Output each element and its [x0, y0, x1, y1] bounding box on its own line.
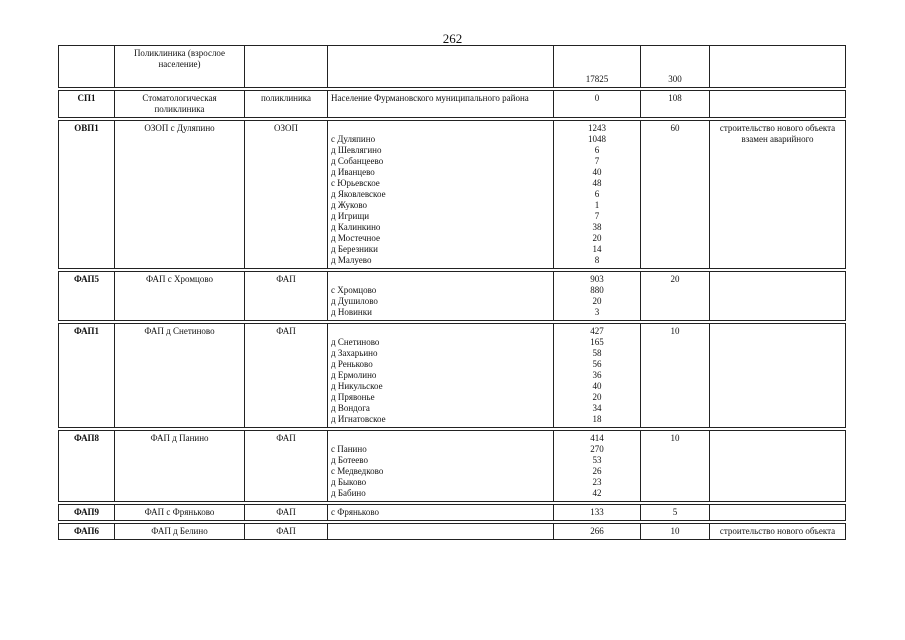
settlement-name [331, 274, 550, 285]
settlement-name: д Душилово [331, 296, 378, 306]
header-beds: 300 [641, 46, 710, 88]
facility-code: ФАП1 [59, 324, 115, 428]
population-count: 53 [592, 455, 602, 465]
facility-note [710, 505, 846, 521]
settlement-name: д Жуково [331, 200, 368, 210]
capacity-value: 5 [641, 505, 710, 521]
table-row [59, 121, 846, 269]
population-count: 7 [594, 156, 600, 166]
facility-name: ОЗОП с Дуляпино [115, 121, 245, 269]
settlements-list [328, 431, 554, 502]
facility-type: ОЗОП [245, 121, 328, 269]
population-counts [554, 91, 641, 118]
facility-note: строительство нового объекта взамен аварийного [710, 121, 846, 269]
settlement-name: с Медведково [331, 466, 384, 476]
settlement-name: с Хромцово [331, 285, 377, 295]
facility-type: ФАП [245, 324, 328, 428]
settlement-name: д Малуево [331, 255, 372, 265]
settlements-list [328, 324, 554, 428]
population-counts [554, 431, 641, 502]
facility-code: ФАП8 [59, 431, 115, 502]
settlements-list [328, 505, 554, 521]
population-count: 1243 [588, 123, 606, 133]
settlement-name [331, 123, 550, 134]
population-count: 40 [592, 167, 602, 177]
population-count: 26 [592, 466, 602, 476]
facility-name: ФАП д Панино [115, 431, 245, 502]
facility-note [710, 272, 846, 321]
population-count: 14 [592, 244, 602, 254]
capacity-value: 10 [641, 431, 710, 502]
facility-code: СП1 [59, 91, 115, 118]
population-count: 36 [592, 370, 602, 380]
population-count: 7 [594, 211, 600, 221]
capacity-value: 20 [641, 272, 710, 321]
facility-name: Стоматологическая поликлиника [115, 91, 245, 118]
settlement-name: д Калинкино [331, 222, 381, 232]
settlement-name: д Иванцево [331, 167, 375, 177]
population-count: 6 [594, 145, 600, 155]
population-count: 48 [592, 178, 602, 188]
settlements-list [328, 91, 554, 118]
settlement-name: с Панино [331, 444, 367, 454]
table-row [59, 91, 846, 118]
header-code [59, 46, 115, 88]
facility-note [710, 431, 846, 502]
population-count: 165 [590, 337, 604, 347]
facility-type: поликлиника [245, 91, 328, 118]
header-population [328, 46, 554, 88]
population-count: 40 [592, 381, 602, 391]
header-name: Поликлиника (взрослое население) [115, 46, 245, 88]
settlement-name: д Реньково [331, 359, 373, 369]
population-counts [554, 121, 641, 269]
settlement-name: д Ермолино [331, 370, 377, 380]
settlement-name: д Мостечное [331, 233, 380, 243]
population-count: 427 [590, 326, 604, 336]
header-type [245, 46, 328, 88]
facility-type: ФАП [245, 524, 328, 540]
population-count: 1 [594, 200, 600, 210]
population-count: 3 [594, 307, 600, 317]
facility-type: ФАП [245, 272, 328, 321]
settlements-list [328, 272, 554, 321]
population-count: 20 [592, 233, 602, 243]
population-count: 6 [594, 189, 600, 199]
facility-code: ОВП1 [59, 121, 115, 269]
facility-name: ФАП д Снетиново [115, 324, 245, 428]
capacity-value: 108 [641, 91, 710, 118]
population-count: 880 [590, 285, 604, 295]
population-count: 903 [590, 274, 604, 284]
population-count: 8 [594, 255, 600, 265]
settlement-name [331, 326, 550, 337]
facility-name: ФАП д Белино [115, 524, 245, 540]
settlement-name: Население Фурмановского муниципального района [331, 93, 529, 103]
settlement-name [331, 526, 550, 537]
capacity-value: 60 [641, 121, 710, 269]
settlement-name: д Ботеево [331, 455, 368, 465]
settlement-name: д Бабино [331, 488, 366, 498]
settlement-name: д Собанцеево [331, 156, 384, 166]
population-counts [554, 272, 641, 321]
population-count: 414 [590, 433, 604, 443]
table-row [59, 324, 846, 428]
population-count: 1048 [588, 134, 606, 144]
settlement-name: д Шевлягино [331, 145, 382, 155]
population-count: 133 [590, 507, 604, 517]
settlement-name [331, 433, 550, 444]
table-row [59, 431, 846, 502]
facility-code: ФАП5 [59, 272, 115, 321]
population-count: 270 [590, 444, 604, 454]
facility-note [710, 324, 846, 428]
population-count: 34 [592, 403, 602, 413]
population-count: 0 [594, 93, 600, 103]
population-counts [554, 524, 641, 540]
settlement-name: д Снетиново [331, 337, 380, 347]
population-count: 56 [592, 359, 602, 369]
population-count: 58 [592, 348, 602, 358]
settlement-name: д Быково [331, 477, 367, 487]
header-row [59, 46, 846, 88]
facility-code: ФАП9 [59, 505, 115, 521]
settlement-name: д Игрищи [331, 211, 370, 221]
settlements-list [328, 524, 554, 540]
header-count: 17825 [554, 46, 641, 88]
page-number: 262 [442, 31, 463, 46]
settlement-name: д Вондога [331, 403, 370, 413]
population-count: 18 [592, 414, 602, 424]
settlement-name: д Никульское [331, 381, 383, 391]
facility-code: ФАП6 [59, 524, 115, 540]
settlement-name: д Яковлевское [331, 189, 386, 199]
capacity-value: 10 [641, 524, 710, 540]
population-count: 20 [592, 296, 602, 306]
facility-note [710, 91, 846, 118]
settlement-name: д Березники [331, 244, 378, 254]
table-row [59, 524, 846, 540]
facility-type: ФАП [245, 505, 328, 521]
facility-type: ФАП [245, 431, 328, 502]
population-counts [554, 324, 641, 428]
settlements-list [328, 121, 554, 269]
population-count: 38 [592, 222, 602, 232]
settlement-name: д Прявонье [331, 392, 375, 402]
capacity-value: 10 [641, 324, 710, 428]
facilities-table [58, 45, 846, 540]
population-count: 42 [592, 488, 602, 498]
population-count: 23 [592, 477, 602, 487]
header-note [710, 46, 846, 88]
population-count: 20 [592, 392, 602, 402]
facility-name: ФАП с Хромцово [115, 272, 245, 321]
population-count: 266 [590, 526, 604, 536]
settlement-name: д Игнатовское [331, 414, 386, 424]
table-row [59, 505, 846, 521]
settlement-name: с Дуляпино [331, 134, 376, 144]
settlement-name: д Захарьино [331, 348, 378, 358]
table-row [59, 272, 846, 321]
population-counts [554, 505, 641, 521]
facility-note: строительство нового объекта [710, 524, 846, 540]
facility-name: ФАП с Фряньково [115, 505, 245, 521]
settlement-name: с Фряньково [331, 507, 380, 517]
settlement-name: с Юрьевское [331, 178, 380, 188]
settlement-name: д Новинки [331, 307, 372, 317]
